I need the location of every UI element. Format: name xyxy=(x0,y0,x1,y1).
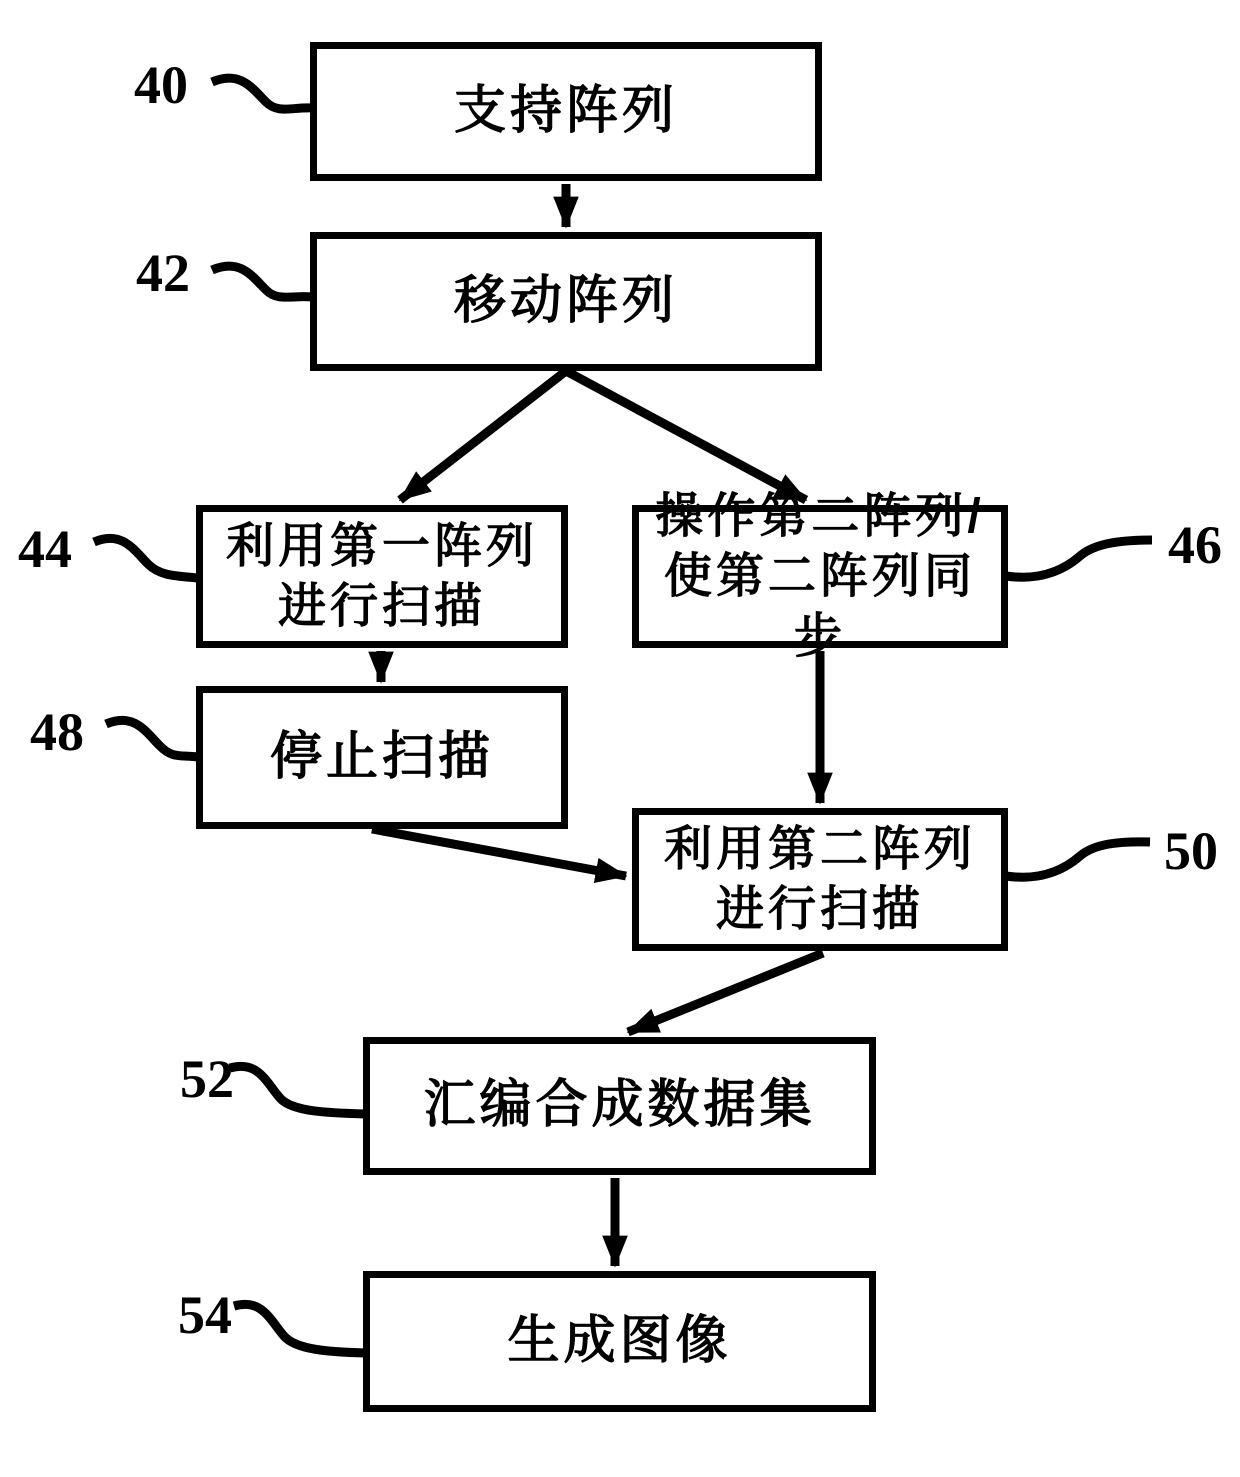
flow-box-44-scan-first-array xyxy=(196,505,568,648)
ref-label-48: 48 xyxy=(30,702,84,762)
ref-label-42: 42 xyxy=(136,243,190,303)
flow-box-54-label: 生成图像 xyxy=(507,1311,732,1370)
flow-box-54-generate-image xyxy=(363,1271,876,1412)
arrow-48-50 xyxy=(372,829,626,876)
ref-label-50: 50 xyxy=(1164,821,1218,881)
flow-box-44-label-line2: 进行扫描 xyxy=(277,579,486,633)
ref-label-52: 52 xyxy=(180,1049,234,1109)
flow-box-40-support-array xyxy=(310,42,822,181)
arrow-42-44 xyxy=(400,371,566,500)
arrow-42-46 xyxy=(566,371,806,500)
leader-46 xyxy=(1006,540,1152,577)
ref-label-54: 54 xyxy=(178,1285,232,1345)
ref-label-40: 40 xyxy=(134,55,188,115)
flow-box-42-move-array xyxy=(310,232,822,371)
flow-box-46-operate-second-array xyxy=(632,489,1008,663)
flow-box-50-scan-second-array xyxy=(632,808,1008,951)
flow-box-50-label-line2: 进行扫描 xyxy=(715,882,924,936)
flow-box-44-label-line1: 利用第一阵列 xyxy=(225,519,538,573)
leader-44 xyxy=(94,538,198,578)
ref-label-46: 46 xyxy=(1168,515,1222,575)
flow-box-52-label: 汇编合成数据集 xyxy=(423,1076,816,1135)
leader-40 xyxy=(212,78,312,109)
flow-box-52-compile-dataset xyxy=(363,1037,876,1175)
flow-box-42-label: 移动阵列 xyxy=(453,271,678,330)
flow-box-48-stop-scanning xyxy=(196,686,568,829)
flow-box-46-label-line2: 使第二阵列同步 xyxy=(663,549,976,663)
ref-label-44: 44 xyxy=(18,519,72,579)
flow-box-46-label-line1: 操作第二阵列/ xyxy=(655,489,985,543)
arrow-50-52 xyxy=(628,953,823,1032)
leader-50 xyxy=(1006,842,1150,877)
leader-42 xyxy=(212,266,312,297)
flow-box-40-label: 支持阵列 xyxy=(453,81,678,140)
flow-box-50-label-line1: 利用第二阵列 xyxy=(663,822,976,876)
flow-box-48-label: 停止扫描 xyxy=(269,727,494,786)
